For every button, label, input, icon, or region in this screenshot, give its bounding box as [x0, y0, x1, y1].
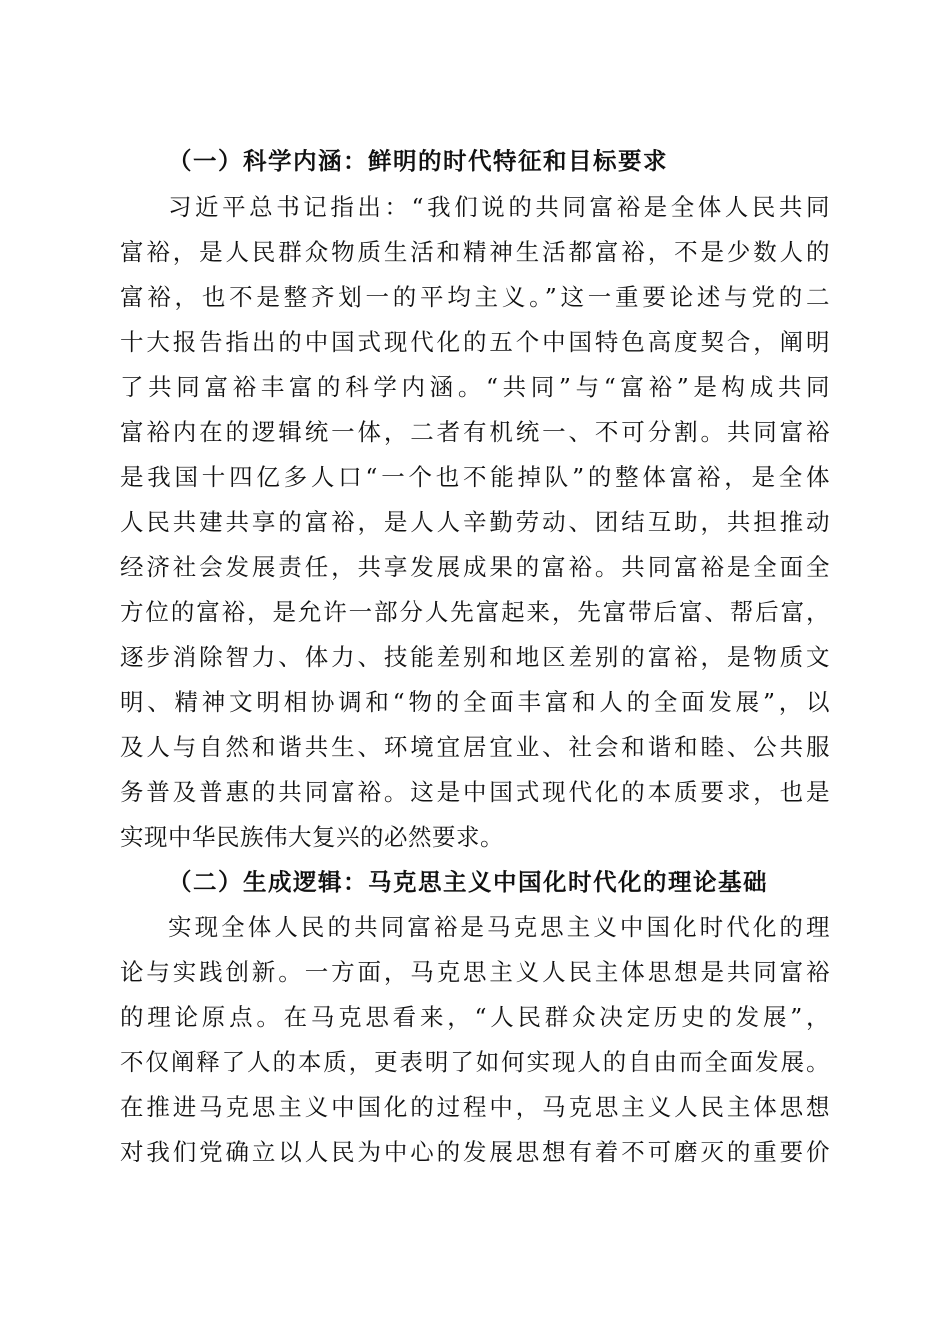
paragraph-line: 习近平总书记指出：“我们说的共同富裕是全体人民共同 [168, 193, 830, 221]
section-heading-1: （一）科学内涵：鲜明的时代特征和目标要求 [168, 147, 668, 175]
paragraph-line: 富裕，也不是整齐划一的平均主义。”这一重要论述与党的二 [120, 283, 830, 311]
paragraph-line: 富裕，是人民群众物质生活和精神生活都富裕，不是少数人的 [120, 238, 830, 266]
paragraph-line: 论与实践创新。一方面，马克思主义人民主体思想是共同富裕 [120, 958, 830, 986]
paragraph-line: 在推进马克思主义中国化的过程中，马克思主义人民主体思想 [120, 1093, 830, 1121]
paragraph-line: 实现全体人民的共同富裕是马克思主义中国化时代化的理 [168, 913, 830, 941]
paragraph-line: 人民共建共享的富裕，是人人辛勤劳动、团结互助，共担推动 [120, 508, 830, 536]
paragraph-line: 及人与自然和谐共生、环境宜居宜业、社会和谐和睦、公共服 [120, 733, 830, 761]
paragraph-line: 富裕内在的逻辑统一体，二者有机统一、不可分割。共同富裕 [120, 418, 830, 446]
paragraph-line: 十大报告指出的中国式现代化的五个中国特色高度契合，阐明 [120, 328, 830, 356]
paragraph-line: 务普及普惠的共同富裕。这是中国式现代化的本质要求，也是 [120, 778, 830, 806]
paragraph-line: 方位的富裕，是允许一部分人先富起来，先富带后富、帮后富， [120, 598, 830, 626]
paragraph-line: 的理论原点。在马克思看来，“人民群众决定历史的发展”， [120, 1003, 830, 1031]
paragraph-line: 不仅阐释了人的本质，更表明了如何实现人的自由而全面发展。 [120, 1048, 830, 1076]
paragraph-line: 经济社会发展责任，共享发展成果的富裕。共同富裕是全面全 [120, 553, 830, 581]
section-heading-2: （二）生成逻辑：马克思主义中国化时代化的理论基础 [168, 868, 768, 896]
paragraph-line: 逐步消除智力、体力、技能差别和地区差别的富裕，是物质文 [120, 643, 830, 671]
paragraph-line: 了共同富裕丰富的科学内涵。“共同”与“富裕”是构成共同 [120, 373, 830, 401]
paragraph-line: 实现中华民族伟大复兴的必然要求。 [120, 823, 504, 851]
paragraph-line: 明、精神文明相协调和“物的全面丰富和人的全面发展”，以 [120, 688, 830, 716]
paragraph-line: 是我国十四亿多人口“一个也不能掉队”的整体富裕，是全体 [120, 463, 830, 491]
paragraph-line: 对我们党确立以人民为中心的发展思想有着不可磨灭的重要价 [120, 1138, 830, 1166]
